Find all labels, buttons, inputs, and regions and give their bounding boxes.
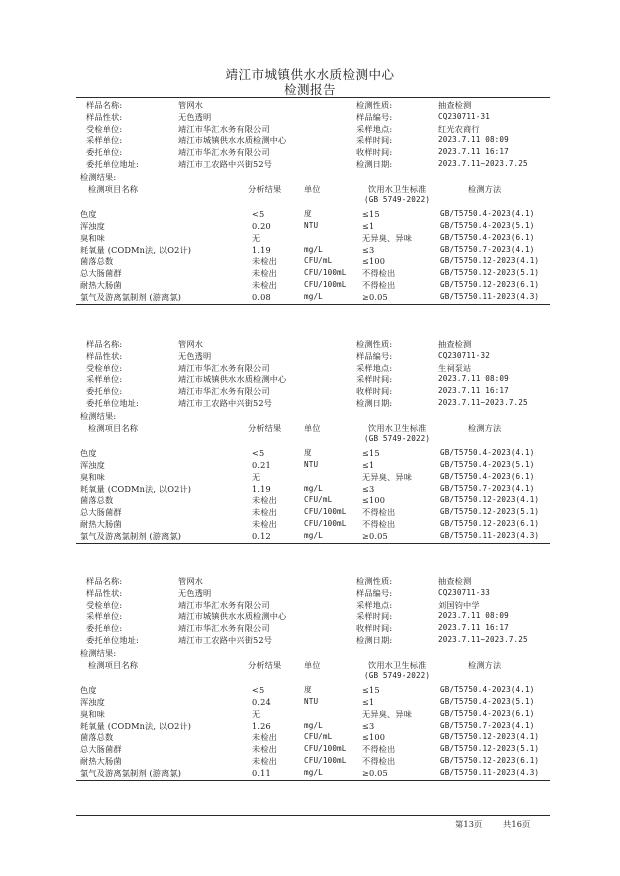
field-label-receive-time: 收样时间: <box>356 147 393 158</box>
field-value-sampling-time: 2023.7.11 08:09 <box>438 611 509 621</box>
field-value-client-address: 靖江市工农路中兴街52号 <box>178 159 273 169</box>
field-value-test-nature: 抽查检测 <box>438 576 472 586</box>
cell-result: <5 <box>252 448 265 459</box>
org-title: 靖江市城镇供水水质检测中心 <box>225 67 395 82</box>
table-row <box>0 530 620 542</box>
field-label-client: 委托单位: <box>86 623 123 634</box>
cell-item: 浑浊度 <box>80 221 106 231</box>
cell-item: 浑浊度 <box>80 460 106 470</box>
field-value-sampling-unit: 靖江市城镇供水水质检测中心 <box>178 611 287 622</box>
sample-section <box>0 575 620 811</box>
cell-result: 未检出 <box>252 519 278 529</box>
col-header-standard-sub: (GB 5749-2022) <box>364 434 431 444</box>
cell-method: GB/T5750.4-2023(5.1) <box>440 221 535 230</box>
cell-unit: CFU/100mL <box>304 744 347 754</box>
cell-method: GB/T5750.4-2023(6.1) <box>440 232 535 242</box>
table-row <box>0 255 620 267</box>
cell-result: 1.26 <box>252 720 271 731</box>
col-header-result: 分析结果 <box>248 659 282 670</box>
cell-result: 无 <box>252 708 261 719</box>
cell-standard: ≤15 <box>362 685 380 696</box>
field-label-client-address: 委托单位地址: <box>86 159 139 169</box>
cell-result: 未检出 <box>252 744 278 755</box>
table-row <box>0 459 620 471</box>
cell-method: GB/T5750.7-2023(4.1) <box>440 244 535 254</box>
cell-result: 未检出 <box>252 256 278 267</box>
cell-method: GB/T5750.12-2023(6.1) <box>440 280 540 289</box>
col-header-result: 分析结果 <box>248 422 282 433</box>
cell-item: 浑浊度 <box>80 697 106 707</box>
cell-method: GB/T5750.12-2023(4.1) <box>440 732 540 742</box>
test-results-label: 检测结果: <box>80 410 117 421</box>
cell-unit: CFU/mL <box>304 732 333 742</box>
cell-item: 耐热大肠菌 <box>80 756 122 766</box>
field-label-test-nature: 检测性质: <box>356 576 393 586</box>
field-label-client-address: 委托单位地址: <box>86 398 139 408</box>
cell-item: 菌落总数 <box>80 256 114 267</box>
cell-item: 耗氧量 (CODMn法, 以O2计) <box>80 483 192 494</box>
cell-result: 0.12 <box>252 530 271 541</box>
cell-result: 无 <box>252 471 261 482</box>
cell-standard: ≤3 <box>362 244 375 255</box>
cell-standard: ≥0.05 <box>362 767 388 778</box>
field-label-test-nature: 检测性质: <box>356 100 393 110</box>
cell-unit: CFU/mL <box>304 495 333 505</box>
col-header-method: 检测方法 <box>468 183 502 194</box>
cell-result: 未检出 <box>252 268 278 279</box>
cell-unit: NTU <box>304 460 319 469</box>
cell-standard: ≤1 <box>362 697 375 707</box>
col-header-method: 检测方法 <box>468 422 502 433</box>
cell-unit: mg/L <box>304 720 323 730</box>
field-label-test-date: 检测日期: <box>356 635 393 645</box>
field-value-entrusted-unit: 靖江市华汇水务有限公司 <box>178 599 270 610</box>
cell-standard: ≤100 <box>362 495 386 506</box>
cell-result: 0.20 <box>252 221 271 231</box>
page-number: 第13页 <box>455 819 483 829</box>
table-row <box>0 743 620 755</box>
cell-item: 氯气及游离氯制剂 (游离氯) <box>80 530 182 541</box>
cell-unit: CFU/100mL <box>304 268 347 278</box>
col-header-item: 检测项目名称 <box>88 659 139 670</box>
cell-unit: NTU <box>304 221 319 230</box>
table-row <box>0 506 620 518</box>
cell-method: GB/T5750.4-2023(6.1) <box>440 708 535 718</box>
field-value-test-date: 2023.7.11~2023.7.25 <box>438 398 528 407</box>
cell-method: GB/T5750.12-2023(5.1) <box>440 268 540 278</box>
cell-item: 耗氧量 (CODMn法, 以O2计) <box>80 244 192 255</box>
sample-section <box>0 99 620 335</box>
field-value-entrusted-unit: 靖江市华汇水务有限公司 <box>178 123 270 134</box>
field-value-client: 靖江市华汇水务有限公司 <box>178 147 270 158</box>
cell-item: 臭和味 <box>80 708 106 719</box>
cell-result: 1.19 <box>252 244 271 255</box>
field-value-sampling-time: 2023.7.11 08:09 <box>438 374 509 384</box>
col-header-standard: 饮用水卫生标准 <box>368 659 427 670</box>
cell-method: GB/T5750.4-2023(4.1) <box>440 448 535 458</box>
field-value-client: 靖江市华汇水务有限公司 <box>178 386 270 397</box>
table-row <box>0 208 620 220</box>
cell-result: 未检出 <box>252 756 278 766</box>
table-row <box>0 447 620 459</box>
field-label-receive-time: 收样时间: <box>356 623 393 634</box>
section-rule <box>76 543 550 544</box>
cell-unit: 度 <box>304 448 312 458</box>
field-label-sampling-time: 采样时间: <box>356 374 393 385</box>
cell-item: 色度 <box>80 209 97 220</box>
table-row <box>0 731 620 743</box>
test-results-label: 检测结果: <box>80 647 117 658</box>
field-label-sample-no: 样品编号: <box>356 111 393 122</box>
cell-result: 1.19 <box>252 483 271 494</box>
col-header-unit: 单位 <box>304 422 321 433</box>
cell-item: 氯气及游离氯制剂 (游离氯) <box>80 291 182 302</box>
field-label-entrusted-unit: 受检单位: <box>86 123 123 134</box>
cell-standard: 不得检出 <box>362 280 396 290</box>
field-label-sample-name: 样品名称: <box>86 100 123 110</box>
table-row <box>0 494 620 506</box>
cell-standard: 无异臭、异味 <box>362 708 413 719</box>
table-row <box>0 767 620 779</box>
field-value-client-address: 靖江市工农路中兴街52号 <box>178 398 273 408</box>
test-results-label: 检测结果: <box>80 171 117 182</box>
field-value-client-address: 靖江市工农路中兴街52号 <box>178 635 273 645</box>
cell-standard: 无异臭、异味 <box>362 232 413 243</box>
field-value-sampling-site: 刘国钧中学 <box>438 599 480 610</box>
field-value-test-nature: 抽查检测 <box>438 100 472 110</box>
cell-item: 菌落总数 <box>80 495 114 506</box>
cell-standard: ≤100 <box>362 732 386 743</box>
cell-unit: CFU/100mL <box>304 507 347 517</box>
field-label-sample-no: 样品编号: <box>356 587 393 598</box>
cell-item: 总大肠菌群 <box>80 744 122 755</box>
cell-unit: mg/L <box>304 767 323 777</box>
cell-unit: NTU <box>304 697 319 706</box>
cell-standard: 不得检出 <box>362 756 396 766</box>
cell-standard: ≥0.05 <box>362 530 388 541</box>
table-row <box>0 755 620 767</box>
cell-item: 菌落总数 <box>80 732 114 743</box>
field-value-receive-time: 2023.7.11 16:17 <box>438 623 509 633</box>
cell-result: 无 <box>252 232 261 243</box>
cell-result: 0.08 <box>252 291 271 302</box>
cell-item: 臭和味 <box>80 232 106 243</box>
field-label-sampling-site: 采样地点: <box>356 362 393 373</box>
cell-item: 色度 <box>80 685 97 696</box>
cell-method: GB/T5750.12-2023(5.1) <box>440 744 540 754</box>
cell-item: 总大肠菌群 <box>80 268 122 279</box>
cell-standard: ≤100 <box>362 256 386 267</box>
field-label-client: 委托单位: <box>86 386 123 397</box>
cell-item: 耐热大肠菌 <box>80 519 122 529</box>
cell-unit: mg/L <box>304 244 323 254</box>
cell-unit: mg/L <box>304 291 323 301</box>
report-title: 检测报告 <box>283 82 336 97</box>
field-label-sampling-site: 采样地点: <box>356 123 393 134</box>
cell-result: 未检出 <box>252 495 278 506</box>
field-label-sampling-time: 采样时间: <box>356 611 393 622</box>
cell-result: 未检出 <box>252 732 278 743</box>
field-label-sample-state: 样品性状: <box>86 350 123 361</box>
field-label-sample-state: 样品性状: <box>86 111 123 122</box>
col-header-standard: 饮用水卫生标准 <box>368 422 427 433</box>
field-value-sampling-unit: 靖江市城镇供水水质检测中心 <box>178 374 287 385</box>
cell-standard: ≤15 <box>362 209 380 220</box>
field-value-sample-no: CQ230711-31 <box>438 111 490 121</box>
col-header-unit: 单位 <box>304 183 321 194</box>
cell-standard: 不得检出 <box>362 268 396 279</box>
table-row <box>0 720 620 732</box>
cell-method: GB/T5750.11-2023(4.3) <box>440 767 540 777</box>
field-value-sample-name: 管网水 <box>178 339 204 349</box>
col-header-result: 分析结果 <box>248 183 282 194</box>
cell-result: <5 <box>252 209 265 220</box>
field-label-entrusted-unit: 受检单位: <box>86 362 123 373</box>
cell-method: GB/T5750.12-2023(4.1) <box>440 495 540 505</box>
table-row <box>0 232 620 244</box>
cell-unit: CFU/100mL <box>304 519 347 528</box>
field-value-sample-no: CQ230711-32 <box>438 350 490 360</box>
field-label-test-date: 检测日期: <box>356 159 393 169</box>
bottom-rule <box>76 815 550 816</box>
col-header-item: 检测项目名称 <box>88 422 139 433</box>
field-value-entrusted-unit: 靖江市华汇水务有限公司 <box>178 362 270 373</box>
field-label-sample-name: 样品名称: <box>86 339 123 349</box>
cell-standard: ≤3 <box>362 483 375 494</box>
field-value-test-nature: 抽查检测 <box>438 339 472 349</box>
table-row <box>0 279 620 291</box>
cell-unit: CFU/100mL <box>304 756 347 765</box>
cell-unit: 度 <box>304 209 312 219</box>
field-label-client-address: 委托单位地址: <box>86 635 139 645</box>
field-value-receive-time: 2023.7.11 16:17 <box>438 147 509 157</box>
field-value-test-date: 2023.7.11~2023.7.25 <box>438 159 528 168</box>
cell-item: 总大肠菌群 <box>80 507 122 518</box>
field-value-test-date: 2023.7.11~2023.7.25 <box>438 635 528 644</box>
cell-method: GB/T5750.4-2023(4.1) <box>440 685 535 695</box>
cell-unit: mg/L <box>304 530 323 540</box>
cell-item: 臭和味 <box>80 471 106 482</box>
cell-method: GB/T5750.7-2023(4.1) <box>440 720 535 730</box>
field-label-sampling-time: 采样时间: <box>356 135 393 146</box>
col-header-standard: 饮用水卫生标准 <box>368 183 427 194</box>
field-label-receive-time: 收样时间: <box>356 386 393 397</box>
field-label-sampling-unit: 采样单位: <box>86 611 123 622</box>
field-label-sampling-unit: 采样单位: <box>86 374 123 385</box>
field-label-sample-state: 样品性状: <box>86 587 123 598</box>
cell-item: 色度 <box>80 448 97 459</box>
field-label-sample-name: 样品名称: <box>86 576 123 586</box>
sample-section <box>0 338 620 574</box>
cell-method: GB/T5750.4-2023(5.1) <box>440 697 535 706</box>
cell-unit: CFU/mL <box>304 256 333 266</box>
top-rule <box>76 97 550 98</box>
field-value-sample-name: 管网水 <box>178 100 204 110</box>
cell-result: <5 <box>252 685 265 696</box>
table-row <box>0 696 620 708</box>
cell-result: 未检出 <box>252 507 278 518</box>
table-row <box>0 220 620 232</box>
col-header-unit: 单位 <box>304 659 321 670</box>
cell-standard: 不得检出 <box>362 744 396 755</box>
field-value-sample-no: CQ230711-33 <box>438 587 490 597</box>
field-value-sampling-site: 红光农商行 <box>438 123 480 134</box>
page-total: 共16页 <box>503 819 531 829</box>
field-value-sampling-unit: 靖江市城镇供水水质检测中心 <box>178 135 287 146</box>
cell-unit: CFU/100mL <box>304 280 347 289</box>
cell-standard: ≤15 <box>362 448 380 459</box>
field-value-sample-state: 无色透明 <box>178 587 212 598</box>
field-label-test-date: 检测日期: <box>356 398 393 408</box>
cell-unit: mg/L <box>304 483 323 493</box>
cell-standard: ≤1 <box>362 460 375 470</box>
section-rule <box>76 304 550 305</box>
table-row <box>0 471 620 483</box>
col-header-standard-sub: (GB 5749-2022) <box>364 671 431 681</box>
cell-item: 耐热大肠菌 <box>80 280 122 290</box>
col-header-method: 检测方法 <box>468 659 502 670</box>
cell-standard: 不得检出 <box>362 507 396 518</box>
table-row <box>0 518 620 530</box>
cell-result: 0.21 <box>252 460 271 470</box>
table-row <box>0 244 620 256</box>
cell-standard: 不得检出 <box>362 519 396 529</box>
field-value-sampling-site: 生祠泵站 <box>438 362 472 373</box>
col-header-item: 检测项目名称 <box>88 183 139 194</box>
field-label-sampling-unit: 采样单位: <box>86 135 123 146</box>
field-value-sample-name: 管网水 <box>178 576 204 586</box>
cell-method: GB/T5750.4-2023(5.1) <box>440 460 535 469</box>
cell-unit: 度 <box>304 685 312 695</box>
field-value-receive-time: 2023.7.11 16:17 <box>438 386 509 396</box>
field-label-sample-no: 样品编号: <box>356 350 393 361</box>
table-row <box>0 708 620 720</box>
table-row <box>0 291 620 303</box>
cell-result: 0.11 <box>252 767 271 778</box>
field-value-sample-state: 无色透明 <box>178 350 212 361</box>
cell-method: GB/T5750.12-2023(6.1) <box>440 519 540 528</box>
cell-standard: ≥0.05 <box>362 291 388 302</box>
cell-method: GB/T5750.12-2023(6.1) <box>440 756 540 765</box>
cell-result: 0.24 <box>252 697 271 707</box>
field-label-test-nature: 检测性质: <box>356 339 393 349</box>
cell-item: 氯气及游离氯制剂 (游离氯) <box>80 767 182 778</box>
cell-method: GB/T5750.11-2023(4.3) <box>440 291 540 301</box>
field-label-sampling-site: 采样地点: <box>356 599 393 610</box>
cell-method: GB/T5750.11-2023(4.3) <box>440 530 540 540</box>
cell-result: 未检出 <box>252 280 278 290</box>
cell-standard: ≤1 <box>362 221 375 231</box>
col-header-standard-sub: (GB 5749-2022) <box>364 195 431 205</box>
field-label-entrusted-unit: 受检单位: <box>86 599 123 610</box>
section-rule <box>76 780 550 781</box>
cell-method: GB/T5750.4-2023(6.1) <box>440 471 535 481</box>
cell-standard: 无异臭、异味 <box>362 471 413 482</box>
cell-method: GB/T5750.4-2023(4.1) <box>440 209 535 219</box>
cell-method: GB/T5750.12-2023(4.1) <box>440 256 540 266</box>
field-label-client: 委托单位: <box>86 147 123 158</box>
cell-method: GB/T5750.7-2023(4.1) <box>440 483 535 493</box>
field-value-sampling-time: 2023.7.11 08:09 <box>438 135 509 145</box>
field-value-sample-state: 无色透明 <box>178 111 212 122</box>
table-row <box>0 267 620 279</box>
cell-item: 耗氧量 (CODMn法, 以O2计) <box>80 720 192 731</box>
cell-method: GB/T5750.12-2023(5.1) <box>440 507 540 517</box>
table-row <box>0 483 620 495</box>
table-row <box>0 684 620 696</box>
field-value-client: 靖江市华汇水务有限公司 <box>178 623 270 634</box>
cell-standard: ≤3 <box>362 720 375 731</box>
